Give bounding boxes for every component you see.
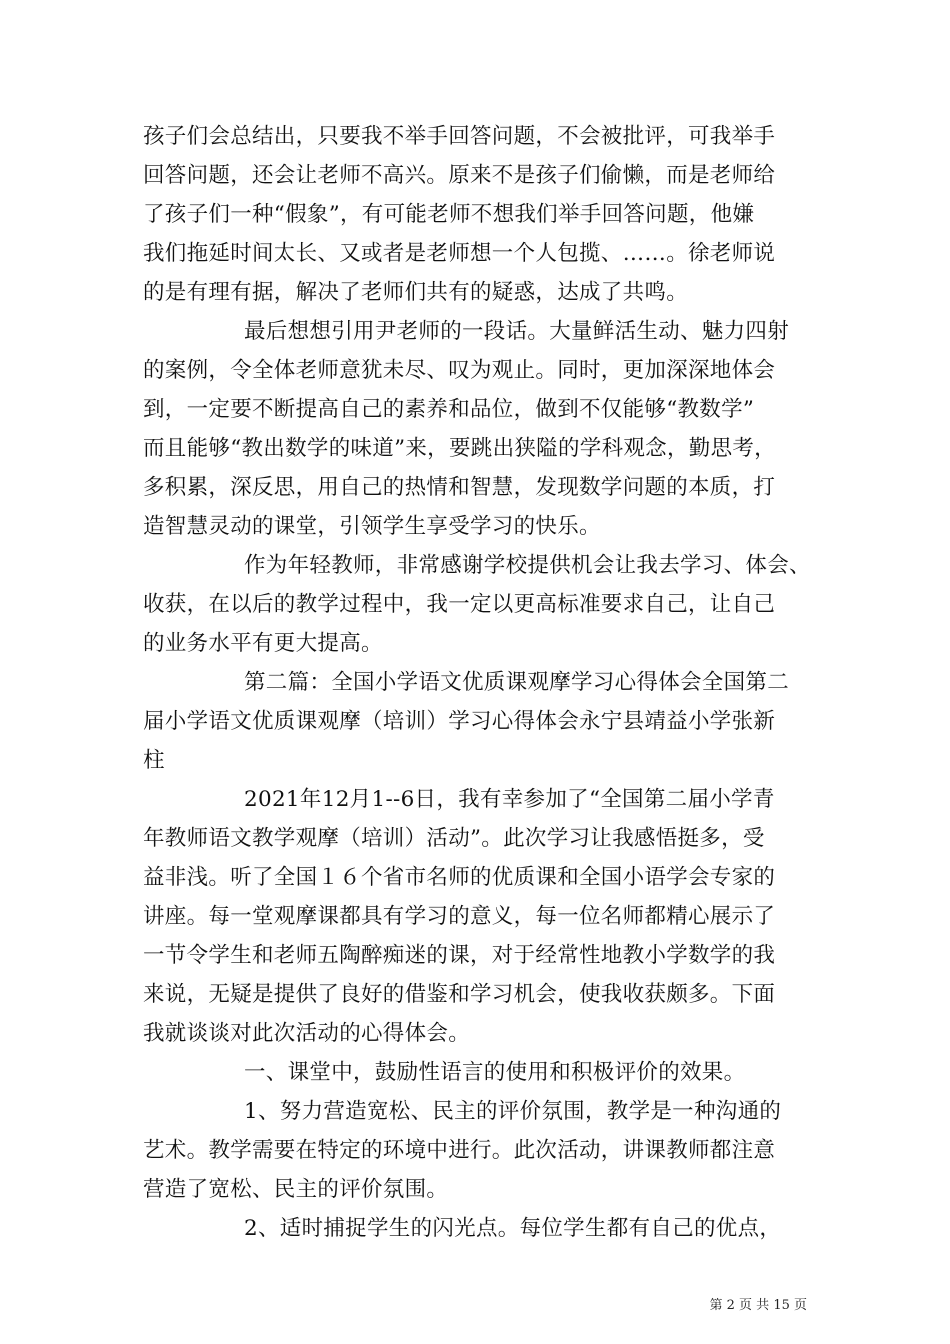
document-body [143,117,811,1248]
paragraph-start-line: 2、适时捕捉学生的闪光点。每位学生都有自己的优点， [244,1216,782,1241]
text-line: 的案例，令全体老师意犹未尽、叹为观止。同时，更加深深地体会 [143,358,776,383]
text-line: 艺术。教学需要在特定的环境中进行。此次活动，讲课教师都注意 [143,1138,776,1163]
text-line: 孩子们会总结出，只要我不举手回答问题，不会被批评，可我举手 [143,124,776,149]
text-line: 收获，在以后的教学过程中，我一定以更高标准要求自己，让自己 [143,592,776,617]
text-line: 造智慧灵动的课堂，引领学生享受学习的快乐。 [143,514,601,539]
text-line: 讲座。每一堂观摩课都具有学习的意义，每一位名师都精心展示了 [143,904,776,929]
paragraph-start-line: 2021年12月1--6日，我有幸参加了“全国第二届小学青 [244,787,775,812]
section-title-line: 届小学语文优质课观摩（培训）学习心得体会永宁县靖益小学张新 [143,709,776,734]
text-line: 的是有理有据，解决了老师们共有的疑惑，达成了共鸣。 [143,280,689,305]
paragraph-start-line: 作为年轻教师，非常感谢学校提供机会让我去学习、体会、 [244,553,811,578]
text-line: 我们拖延时间太长、又或者是老师想一个人包揽、……。徐老师说 [143,241,776,266]
text-line: 益非浅。听了全国１６个省市名师的优质课和全国小语学会专家的 [143,865,776,890]
text-line: 回答问题，还会让老师不高兴。原来不是孩子们偷懒，而是老师给 [143,163,776,188]
paragraph-start-line: 最后想想引用尹老师的一段话。大量鲜活生动、魅力四射 [244,319,790,344]
text-line: 而且能够“教出数学的味道”来，要跳出狭隘的学科观念，勤思考， [143,436,776,461]
text-line: 我就谈谈对此次活动的心得体会。 [143,1021,471,1046]
text-line: 了孩子们一种“假象”，有可能老师不想我们举手回答问题，他嫌 [143,202,755,227]
text-line: 营造了宽松、民主的评价氛围。 [143,1177,449,1202]
text-line: 年教师语文教学观摩（培训）活动”。此次学习让我感悟挺多，受 [143,826,765,851]
section-title-line: 第二篇：全国小学语文优质课观摩学习心得体会全国第二 [244,670,790,695]
paragraph-start-line: 1、努力营造宽松、民主的评价氛围，教学是一种沟通的 [244,1099,782,1124]
text-line: 的业务水平有更大提高。 [143,631,383,656]
text-line: 来说，无疑是提供了良好的借鉴和学习机会，使我收获颇多。下面 [143,982,776,1007]
text-line: 一节令学生和老师五陶醉痴迷的课，对于经常性地教小学数学的我 [143,943,776,968]
text-line: 多积累，深反思，用自己的热情和智慧，发现数学问题的本质，打 [143,475,776,500]
page-number-footer: 第 2 页 共 15 页 [709,1298,807,1313]
section-title-line: 柱 [143,748,165,773]
text-line: 到，一定要不断提高自己的素养和品位，做到不仅能够“教数学” [143,397,755,422]
subheading-line: 一、课堂中，鼓励性语言的使用和积极评价的效果。 [244,1060,746,1085]
